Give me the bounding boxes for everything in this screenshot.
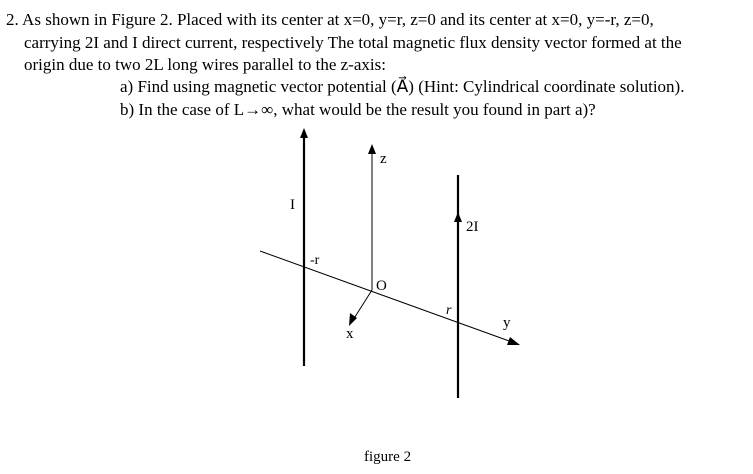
- label-origin: O: [376, 278, 387, 294]
- y-axis: [260, 251, 512, 342]
- label-r: r: [446, 303, 452, 318]
- figure-caption: figure 2: [364, 449, 412, 465]
- problem-line-1: 2. As shown in Figure 2. Placed with its center at x=0, y=r, z=0 and its center at x=0, y=-r, z=0,: [6, 10, 654, 29]
- problem-line-3: origin due to two 2L long wires parallel to the z-axis:: [24, 55, 386, 74]
- current-arrow-right-icon: [454, 212, 462, 222]
- label-current-i: I: [290, 197, 295, 213]
- label-neg-r: -r: [310, 253, 320, 268]
- x-axis: [353, 290, 372, 320]
- part-a-question: a) Find using magnetic vector potential (A⃗) (Hint: Cylindrical coordinate solution).: [120, 77, 685, 96]
- label-current-2i: 2I: [466, 219, 479, 235]
- z-axis-arrow-icon: [368, 144, 376, 154]
- label-z: z: [380, 151, 387, 167]
- label-y: y: [503, 315, 511, 331]
- y-axis-arrow-icon: [507, 337, 520, 345]
- label-x: x: [346, 326, 354, 342]
- part-b-question: b) In the case of L→∞, what would be the result you found in part a)?: [120, 100, 596, 119]
- problem-line-2: carrying 2I and I direct current, respectively The total magnetic flux density vector formed at the: [24, 33, 682, 52]
- current-arrow-left-icon: [300, 128, 308, 138]
